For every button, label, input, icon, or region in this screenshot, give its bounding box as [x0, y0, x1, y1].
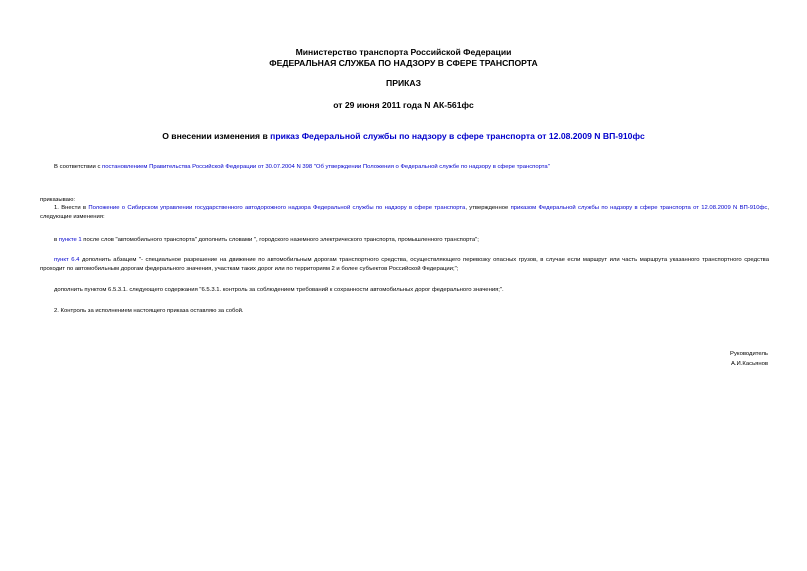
item-1 [40, 204, 769, 221]
order-date: от 29 июня 2011 года N АК-561фс [333, 100, 474, 110]
change-2 [40, 256, 769, 273]
preamble-link[interactable]: постановлением Правительства Российской Федерации от 30.07.2004 N 398 "Об утверждении Положения о Федеральной службе по надзору в сфере транспорта" [102, 164, 550, 170]
change-1-link[interactable]: пункте 1 [58, 237, 82, 243]
change-2-text: дополнить абзацем "- специальное разрешение на движение по автомобильным дорогам транспортного средства, осуществляющего перевозку опасных грузов, в случае если маршрут или часть маршрута указанного транспортного средства проходит по автомобильным дорогам федерального значения, участкам таких дорог или по территориям 2 и более субъектов Российской Федерации;"; [40, 257, 769, 272]
signature-position: Руководитель [730, 351, 768, 357]
item-1-prefix: 1. Внести в [54, 205, 89, 211]
service-name: ФЕДЕРАЛЬНАЯ СЛУЖБА ПО НАДЗОРУ В СФЕРЕ ТРАНСПОРТА [269, 58, 538, 68]
ministry-name: Министерство транспорта Российской Федерации [295, 47, 512, 57]
change-1-text: после слов "автомобильного транспорта" дополнить словами ", городского наземного электрического транспорта, промышленного транспорта"; [81, 237, 479, 243]
signature-name: А.И.Касьянов [730, 361, 768, 367]
title-prefix: О внесении изменения в [162, 131, 271, 141]
preamble-prefix: В соответствии с [54, 164, 103, 170]
item-1-link-regulation[interactable]: Положение о Сибирском управлении государственного автодорожного надзора Федеральной службы по надзору в сфере транспорта [88, 205, 466, 211]
change-2-link[interactable]: пункт 6.4 [54, 257, 80, 263]
signature-block [730, 349, 768, 369]
item-1-link-order[interactable]: приказом Федеральной службы по надзору в сфере транспорта от 12.08.2009 N ВП-910фс [510, 205, 768, 211]
item-1-suffix: , следующие изменения: [40, 205, 769, 220]
title-link[interactable]: приказ Федеральной службы по надзору в сфере транспорта от 12.08.2009 N ВП-910фс [270, 131, 645, 141]
order-label: ПРИКАЗ [386, 78, 421, 88]
change-3: дополнить пунктом 6.5.3.1. следующего содержания "6.5.3.1. контроль за соблюдением требований к сохранности автомобильных дорог федерального значения;". [54, 287, 504, 293]
document-title [0, 131, 807, 142]
document-header [0, 47, 807, 69]
preamble [40, 163, 780, 172]
change-1-prefix: в [54, 237, 59, 243]
change-1 [40, 236, 769, 245]
item-2: 2. Контроль за исполнением настоящего приказа оставляю за собой. [54, 308, 244, 314]
item-1-middle: , утвержденное [465, 205, 511, 211]
order-word: приказываю: [40, 197, 76, 203]
